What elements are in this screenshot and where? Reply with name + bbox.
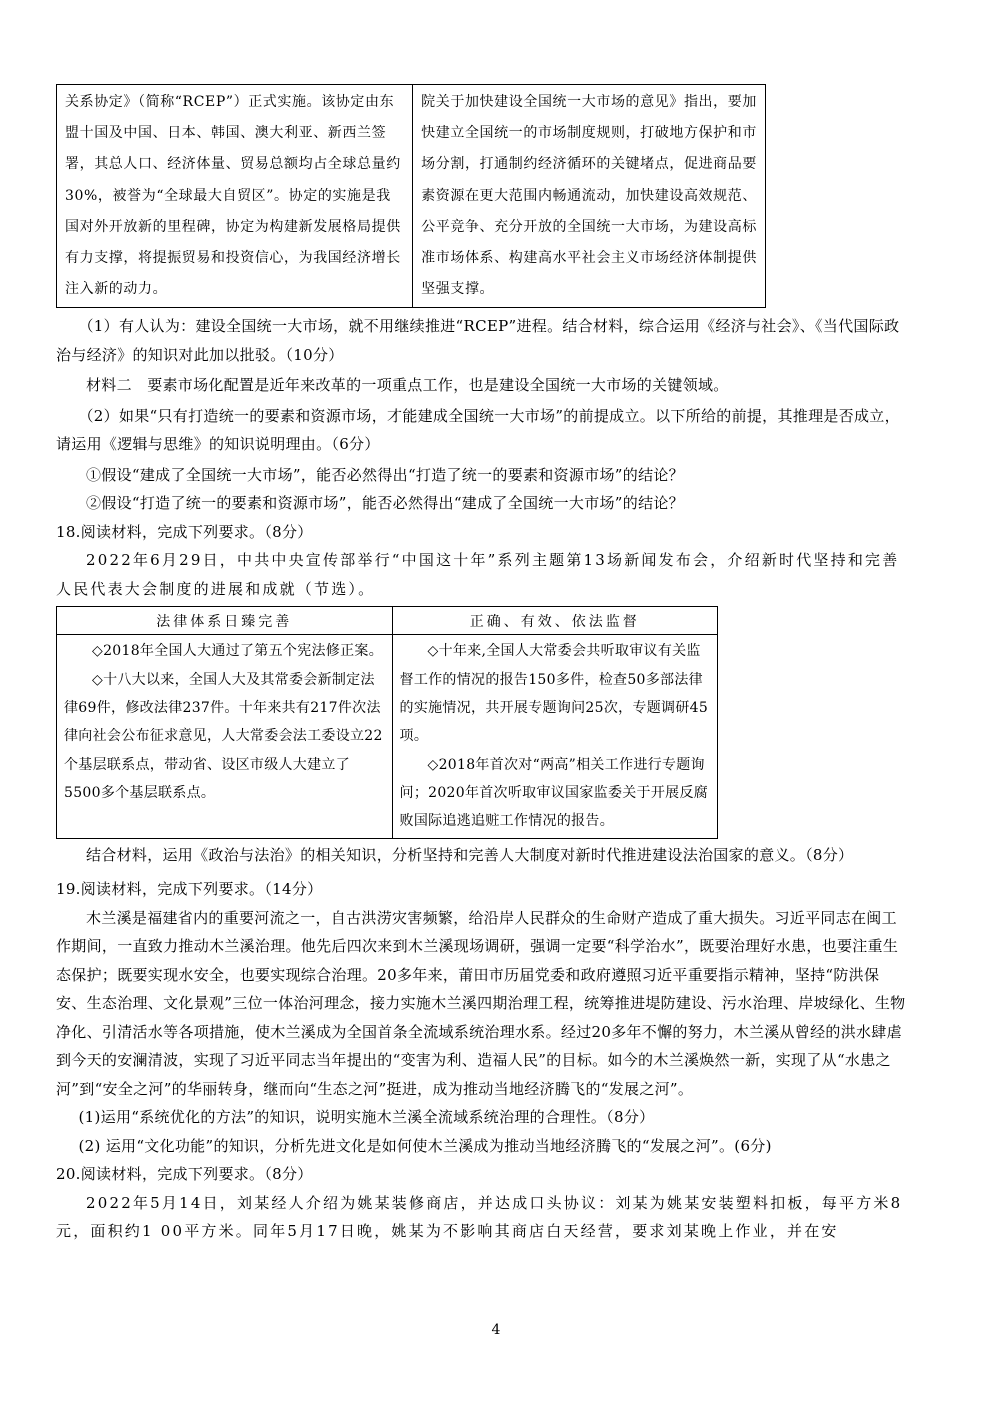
q18-intro: 2022年6月29日，中共中央宣传部举行“中国这十年”系列主题第13场新闻发布会，介绍新时代坚持和完善人民代表大会制度的进展和成就（节选）。 <box>56 551 900 598</box>
q19-title: 19.阅读材料，完成下列要求。（14分） <box>56 880 323 898</box>
q17-material2: 材料二 要素市场化配置是近年来改革的一项重点工作，也是建设全国统一大市场的关键领域。 <box>86 376 729 395</box>
q18-question: 结合材料，运用《政治与法治》的相关知识，分析坚持和完善人大制度对新时代推进建设法治国家的意义。（8分） <box>86 845 854 864</box>
q19-sub2: (2) 运用“文化功能”的知识，分析先进文化是如何使木兰溪成为推动当地经济腾飞的“发展之河”。(6分) <box>78 1136 772 1155</box>
q19-material: 木兰溪是福建省内的重要河流之一，自古洪涝灾害频繁，给沿岸人民群众的生命财产造成了重大损失。习近平同志在闽工作期间，一直致力推动木兰溪治理。他先后四次来到木兰溪现场调研，强调一定要“科学治水”，既要治理好水患，也要注重生态保护；既要实现水安全，也要实现综合治理。20多年来，莆田市历届党委和政府遵照习近平重要指示精神，坚持“防洪保安、生态治理、文化景观”三位一体治河理念，接力实施木兰溪四期治理工程，统筹推进堤防建设、污水治理、岸坡绿化、生物净化、引清活水等各项措施，使木兰溪成为全国首条全流域系统治理水系。经过20多年不懈的努力，木兰溪从曾经的洪水肆虐到今天的安澜清波，实现了习近平同志当年提出的“变害为利、造福人民”的目标。如今的木兰溪焕然一新，实现了从“水患之河”到“安全之河”的华丽转身，继而向“生态之河”挺进，成为推动当地经济腾飞的“发展之河”。 <box>56 908 906 1098</box>
q18-table-head-left: 法律体系日臻完善 <box>57 607 393 635</box>
q18-table-left-cell <box>57 635 393 838</box>
page-number: 4 <box>491 1322 501 1338</box>
q18-right-item-2: ◇2018年首次对“两高”相关工作进行专题询问；2020年首次听取审议国家监委关于开展反腐败国际追逃追赃工作情况的报告。 <box>399 756 709 830</box>
material-table <box>56 84 766 308</box>
q18-table-head-right: 正确、有效、依法监督 <box>392 607 717 635</box>
q18-right-item-1: ◇十年来,全国人大常委会共听取审议有关监督工作的情况的报告150多件，检查50多部法律的实施情况，共开展专题询问25次，专题调研45项。 <box>399 643 709 745</box>
material-left-cell: 关系协定》（简称“RCEP”）正式实施。该协定由东盟十国及中国、日本、韩国、澳大利亚、新西兰签署，其总人口、经济体量、贸易总额均占全球总量约30%，被誉为“全球最大自贸区”。协定的实施是我国对外开放新的里程碑，协定为构建新发展格局提供有力支撑，将提振贸易和投资信心，为我国经济增长注入新的动力。 <box>57 85 413 308</box>
q18-left-item-2: ◇十八大以来，全国人大及其常委会新制定法律69件，修改法律237件。十年来共有217件次法律向社会公布征求意见，人大常委会法工委设立22个基层联系点，带动省、设区市级人大建立了5500多个基层联系点。 <box>64 671 383 801</box>
q17-option2: ②假设“打造了统一的要素和资源市场”，能否必然得出“建成了全国统一大市场”的结论？ <box>86 494 684 513</box>
q19-sub1: (1)运用“系统优化的方法”的知识，说明实施木兰溪全流域系统治理的合理性。（8分） <box>78 1108 655 1126</box>
q18-title: 18.阅读材料，完成下列要求。（8分） <box>56 522 313 541</box>
q17-option1: ①假设“建成了全国统一大市场”，能否必然得出“打造了统一的要素和资源市场”的结论？ <box>86 465 684 484</box>
q17-sub1: （1）有人认为：建设全国统一大市场，就不用继续推进“RCEP”进程。结合材料，综合运用《经济与社会》、《当代国际政治与经济》的知识对此加以批驳。（10分） <box>56 317 900 364</box>
q20-material: 2022年5月14日，刘某经人介绍为姚某装修商店，并达成口头协议：刘某为姚某安装塑料扣板，每平方米8元，面积约1 00平方米。同年5月17日晚，姚某为不影响其商店白天经营，要求刘某晚上作业，并在安 <box>56 1193 903 1240</box>
material-right-cell: 院关于加快建设全国统一大市场的意见》指出，要加快建立全国统一的市场制度规则，打破地方保护和市场分割，打通制约经济循环的关键堵点，促进商品要素资源在更大范围内畅通流动，加快建设高效规范、公平竞争、充分开放的全国统一大市场，为建设高标准市场体系、构建高水平社会主义市场经济体制提供坚强支撑。 <box>413 85 766 308</box>
q18-table <box>56 606 718 838</box>
q20-title: 20.阅读材料，完成下列要求。（8分） <box>56 1165 313 1183</box>
q18-table-right-cell <box>392 635 717 838</box>
page-content <box>56 84 906 1246</box>
q18-left-item-1: ◇2018年全国人大通过了第五个宪法修正案。 <box>92 643 383 660</box>
q17-sub2: （2）如果“只有打造统一的要素和资源市场，才能建成全国统一大市场”的前提成立。以下所给的前提，其推理是否成立，请运用《逻辑与思维》的知识说明理由。（6分） <box>56 406 900 454</box>
